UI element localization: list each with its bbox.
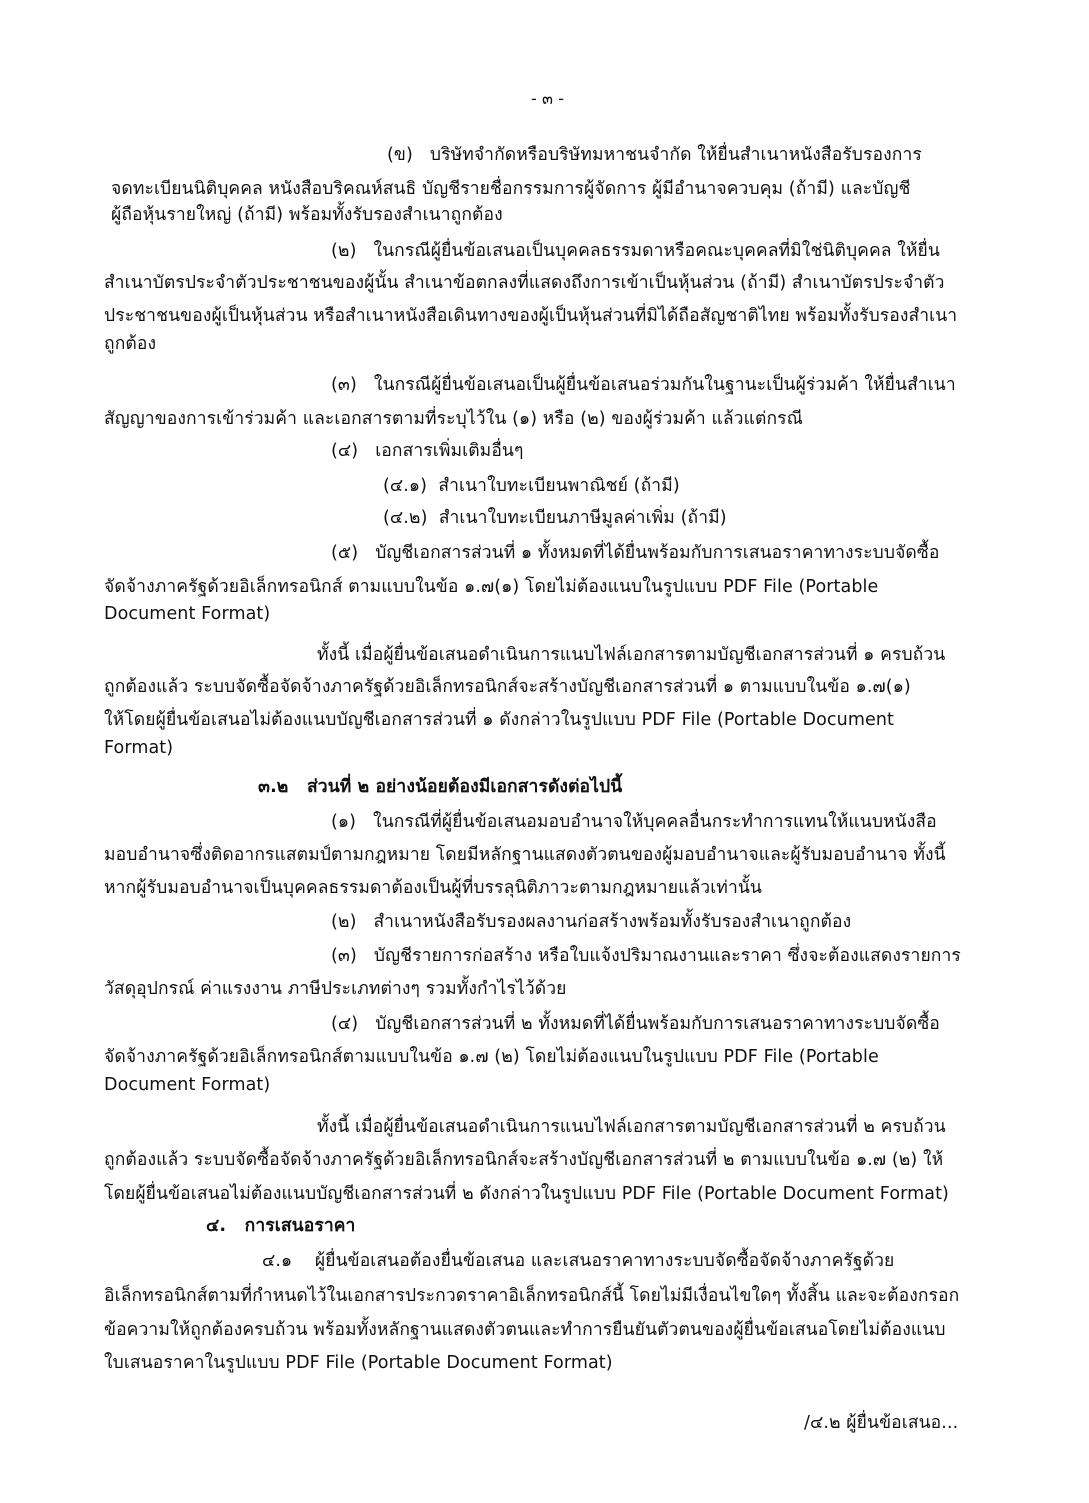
text-line: ทั้งนี้ เมื่อผู้ยื่นข้อเสนอดำเนินการแนบไฟล์เอกสารตามบัญชีเอกสารส่วนที่ ๒ ครบถ้วน	[317, 1117, 946, 1137]
text-line: จดทะเบียนนิติบุคคล หนังสือบริคณห์สนธิ บัญชีรายชื่อกรรมการผู้จัดการ ผู้มีอำนาจควบคุม (ถ้ามี) และบัญชี	[111, 179, 911, 199]
text-line: สำเนาบัตรประจำตัวประชาชนของผู้นั้น สำเนาข้อตกลงที่แสดงถึงการเข้าเป็นหุ้นส่วน (ถ้ามี) สำเนาบัตรประจำตัว	[104, 273, 945, 293]
text-line: ให้โดยผู้ยื่นข้อเสนอไม่ต้องแนบบัญชีเอกสารส่วนที่ ๑ ดังกล่าวในรูปแบบ PDF File (Portable Document	[104, 710, 894, 730]
text-line: (๔) บัญชีเอกสารส่วนที่ ๒ ทั้งหมดที่ได้ยื่นพร้อมกับการเสนอราคาทางระบบจัดซื้อ	[331, 1014, 940, 1034]
text-line: อิเล็กทรอนิกส์ตามที่กำหนดไว้ในเอกสารประกวดราคาอิเล็กทรอนิกส์นี้ โดยไม่มีเงื่อนไขใดๆ ทั้งสิ้น และจะต้องกรอก	[104, 1286, 960, 1306]
text-line: (๒) ในกรณีผู้ยื่นข้อเสนอเป็นบุคคลธรรมดาหรือคณะบุคคลที่มิใช่นิติบุคคล ให้ยื่น	[331, 241, 940, 261]
text-line: (๔) เอกสารเพิ่มเติมอื่นๆ	[331, 441, 524, 461]
text-line: จัดจ้างภาครัฐด้วยอิเล็กทรอนิกส์ ตามแบบในข้อ ๑.๗(๑) โดยไม่ต้องแนบในรูปแบบ PDF File (Portable	[104, 577, 879, 597]
page-number: - ๓ -	[531, 89, 565, 108]
text-line: (๑) ในกรณีที่ผู้ยื่นข้อเสนอมอบอำนาจให้บุคคลอื่นกระทำการแทนให้แนบหนังสือ	[331, 812, 937, 832]
text-line: (๓) ในกรณีผู้ยื่นข้อเสนอเป็นผู้ยื่นข้อเสนอร่วมกันในฐานะเป็นผู้ร่วมค้า ให้ยื่นสำเนา	[331, 375, 956, 395]
text-line: (๕) บัญชีเอกสารส่วนที่ ๑ ทั้งหมดที่ได้ยื่นพร้อมกับการเสนอราคาทางระบบจัดซื้อ	[331, 543, 940, 563]
text-line: (๔.๒) สำเนาใบทะเบียนภาษีมูลค่าเพิ่ม (ถ้ามี)	[383, 508, 727, 528]
text-line: (๓) บัญชีรายการก่อสร้าง หรือใบแจ้งปริมาณงานและราคา ซึ่งจะต้องแสดงรายการ	[331, 946, 961, 966]
text-line: ทั้งนี้ เมื่อผู้ยื่นข้อเสนอดำเนินการแนบไฟล์เอกสารตามบัญชีเอกสารส่วนที่ ๑ ครบถ้วน	[317, 645, 946, 665]
text-line: ประชาชนของผู้เป็นหุ้นส่วน หรือสำเนาหนังสือเดินทางของผู้เป็นหุ้นส่วนที่มิได้ถือสัญชาติไทย พร้อมทั้งรับรองสำเนา	[104, 306, 958, 326]
text-line: (ข) บริษัทจำกัดหรือบริษัทมหาชนจำกัด ให้ยื่นสำเนาหนังสือรับรองการ	[387, 145, 922, 165]
text-line: จัดจ้างภาครัฐด้วยอิเล็กทรอนิกส์ตามแบบในข้อ ๑.๗ (๒) โดยไม่ต้องแนบในรูปแบบ PDF File (Portable	[104, 1047, 879, 1067]
text-line: ๔.๑ ผู้ยื่นข้อเสนอต้องยื่นข้อเสนอ และเสนอราคาทางระบบจัดซื้อจัดจ้างภาครัฐด้วย	[262, 1251, 895, 1271]
text-line: ถูกต้อง	[104, 334, 157, 354]
section-heading: ๔. การเสนอราคา	[206, 1216, 356, 1236]
text-line: มอบอำนาจซึ่งติดอากรแสตมป์ตามกฎหมาย โดยมีหลักฐานแสดงตัวตนของผู้มอบอำนาจและผู้รับมอบอำนาจ ทั้งนี้	[104, 845, 946, 865]
text-line: ถูกต้องแล้ว ระบบจัดซื้อจัดจ้างภาครัฐด้วยอิเล็กทรอนิกส์จะสร้างบัญชีเอกสารส่วนที่ ๒ ตามแบบในข้อ ๑.๗ (๒) ให้	[104, 1150, 944, 1170]
text-line: โดยผู้ยื่นข้อเสนอไม่ต้องแนบบัญชีเอกสารส่วนที่ ๒ ดังกล่าวในรูปแบบ PDF File (Portable Document Format)	[104, 1184, 949, 1204]
text-line: ใบเสนอราคาในรูปแบบ PDF File (Portable Document Format)	[104, 1353, 613, 1373]
text-line: ถูกต้องแล้ว ระบบจัดซื้อจัดจ้างภาครัฐด้วยอิเล็กทรอนิกส์จะสร้างบัญชีเอกสารส่วนที่ ๑ ตามแบบในข้อ ๑.๗(๑)	[104, 677, 911, 697]
text-line: (๒) สำเนาหนังสือรับรองผลงานก่อสร้างพร้อมทั้งรับรองสำเนาถูกต้อง	[331, 912, 852, 932]
text-line: Document Format)	[104, 604, 271, 624]
text-line: ข้อความให้ถูกต้องครบถ้วน พร้อมทั้งหลักฐานแสดงตัวตนและทำการยืนยันตัวตนของผู้ยื่นข้อเสนอโดยไม่ต้องแนบ	[104, 1320, 946, 1340]
text-line: สัญญาของการเข้าร่วมค้า และเอกสารตามที่ระบุไว้ใน (๑) หรือ (๒) ของผู้ร่วมค้า แล้วแต่กรณี	[104, 409, 803, 429]
text-line: วัสดุอุปกรณ์ ค่าแรงงาน ภาษีประเภทต่างๆ รวมทั้งกำไรไว้ด้วย	[104, 979, 567, 999]
text-line: Document Format)	[104, 1075, 271, 1095]
text-line: Format)	[104, 738, 174, 758]
section-heading: ๓.๒ ส่วนที่ ๒ อย่างน้อยต้องมีเอกสารดังต่อไปนี้	[258, 777, 623, 797]
text-line: หากผู้รับมอบอำนาจเป็นบุคคลธรรมดาต้องเป็นผู้ที่บรรลุนิติภาวะตามกฎหมายแล้วเท่านั้น	[104, 878, 762, 898]
text-line: ผู้ถือหุ้นรายใหญ่ (ถ้ามี) พร้อมทั้งรับรองสำเนาถูกต้อง	[111, 205, 503, 225]
text-line: (๔.๑) สำเนาใบทะเบียนพาณิชย์ (ถ้ามี)	[383, 476, 680, 496]
continuation-note: /๔.๒ ผู้ยื่นข้อเสนอ...	[804, 1413, 959, 1433]
